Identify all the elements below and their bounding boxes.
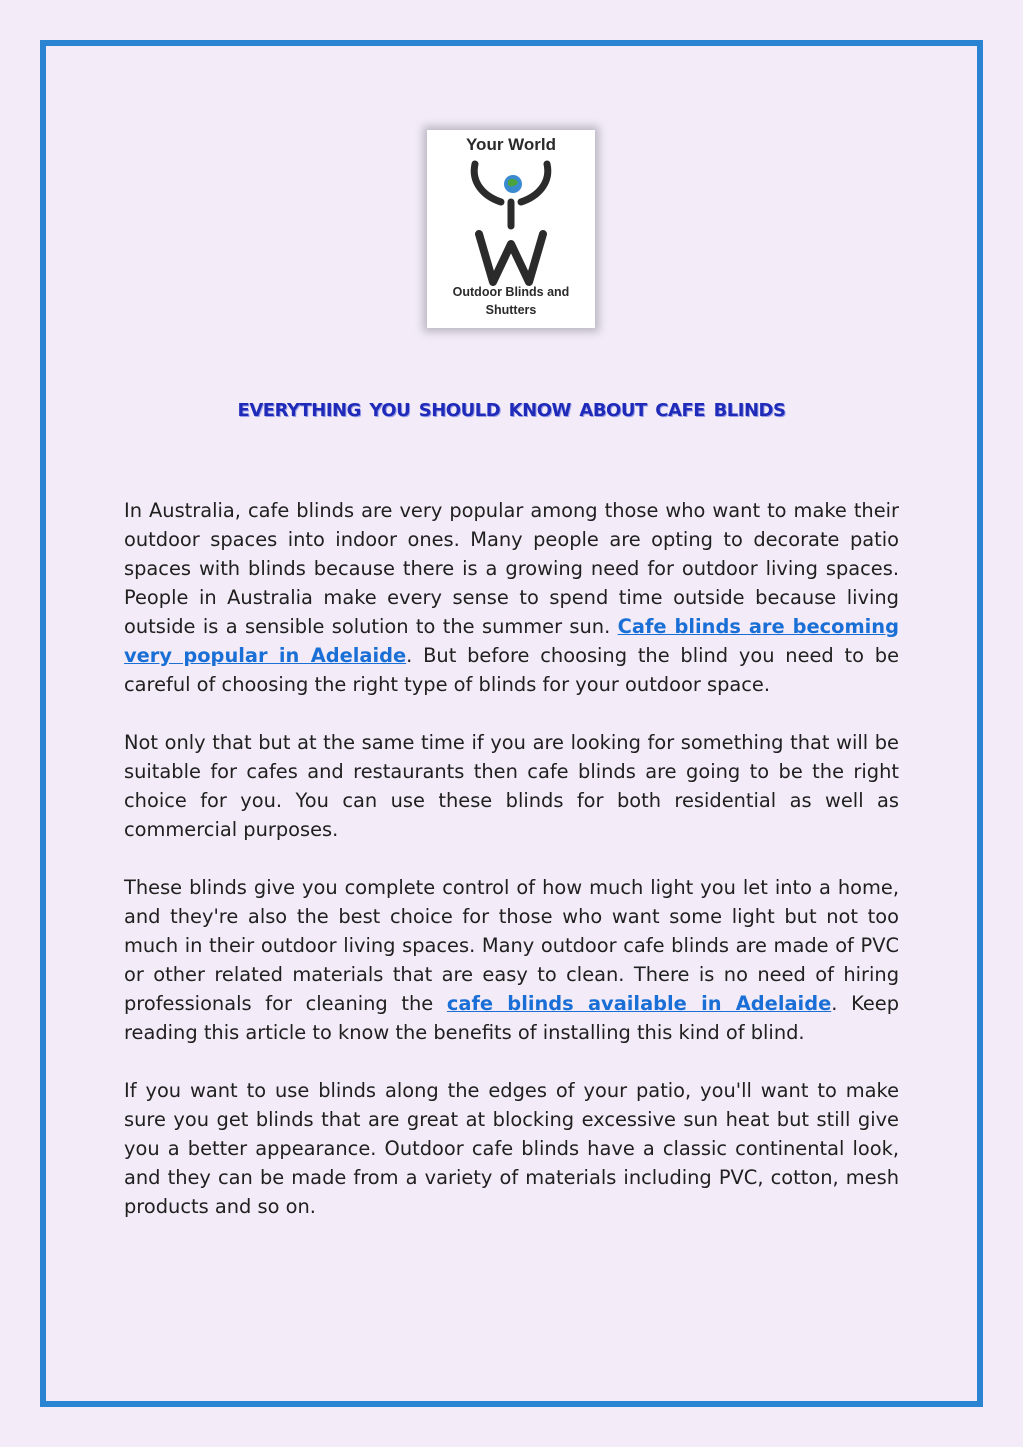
cafe-blinds-popular-link[interactable]: Cafe blinds are becoming very popular in Adelaide — [124, 615, 899, 667]
page-title: everything you should know about cafe blinds — [237, 393, 786, 423]
logo-graphic — [427, 130, 595, 328]
paragraph-3-text-before: These blinds give you complete control of how much light you let into a home, and they're also the best choice for those who want some light but not too much in their outdoor living spaces. Many outdoor cafe blinds are made of PVC or other related materials that are easy to clean. There is no need of hiring professionals for cleaning the — [124, 876, 899, 1015]
paragraph-1-text-before: In Australia, cafe blinds are very popular among those who want to make their outdoor spaces into indoor ones. Many people are opting to decorate patio spaces with blinds because there is a growing need for outdoor living spaces. People in Australia make every sense to spend time outside because living outside is a sensible solution to the summer sun. — [124, 499, 899, 638]
logo-text-bottom: Shutters — [485, 303, 537, 317]
company-logo — [427, 130, 595, 328]
logo-figure-icon — [474, 164, 548, 282]
cafe-blinds-available-link[interactable]: cafe blinds available in Adelaide — [446, 992, 832, 1015]
logo-text-middle: Outdoor Blinds and — [452, 285, 570, 299]
paragraph-1 — [124, 496, 899, 699]
paragraph-2: Not only that but at the same time if you are looking for something that will be suitable for cafes and restaurants then cafe blinds are going to be the right choice for you. You can use these blinds for both residential as well as commercial purposes. — [124, 731, 899, 841]
paragraph-4: If you want to use blinds along the edges of your patio, you'll want to make sure you get blinds that are great at blocking excessive sun heat but still give you a better appearance. Outdoor cafe blinds have a classic continental look, and they can be made from a variety of materials including PVC, cotton, mesh products and so on. — [124, 1079, 899, 1218]
logo-text-top: Your World — [465, 135, 557, 154]
paragraph-3 — [124, 873, 899, 1047]
article-body — [124, 496, 899, 1250]
paragraph-1-text-after: . But before choosing the blind you need to be careful of choosing the right type of blinds for your outdoor space. — [124, 644, 899, 696]
paragraph-3-text-after: . Keep reading this article to know the benefits of installing this kind of blind. — [124, 992, 899, 1044]
